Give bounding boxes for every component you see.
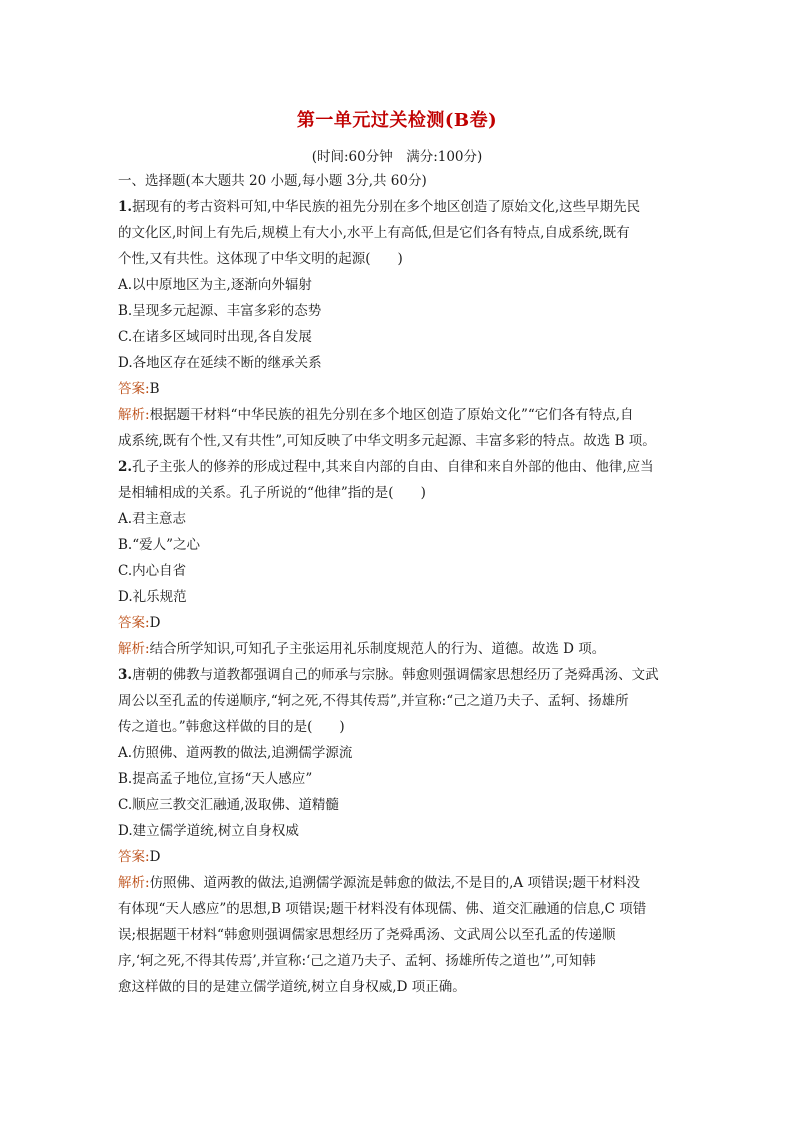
- question-number: 1.: [118, 199, 133, 215]
- answer-line: [118, 844, 678, 870]
- question-stem-line: 1.据现有的考古资料可知,中华民族的祖先分别在多个地区创造了原始文化,这些早期先民: [118, 199, 641, 215]
- question-stem-line: 的文化区,时间上有先后,规模上有大小,水平上有高低,但是它们各有特点,自成系统,既有: [118, 225, 630, 241]
- answer-label: 答案:: [118, 381, 150, 397]
- question-2: [118, 454, 678, 662]
- option-a: A.仿照佛、道两教的做法,追溯儒学源流: [118, 745, 353, 761]
- question-3: [118, 662, 678, 1000]
- question-stem-line: 2.孔子主张人的修养的形成过程中,其来自内部的自由、自律和来自外部的他由、他律,应当: [118, 459, 654, 475]
- analysis-line: 愈这样做的目的是建立儒学道统,树立自身权威,D 项正确。: [118, 979, 466, 995]
- option-c: C.顺应三教交汇融通,汲取佛、道精髓: [118, 797, 339, 813]
- question-stem-line: 3.唐朝的佛教与道教都强调自己的师承与宗脉。韩愈则强调儒家思想经历了尧舜禹汤、文武: [118, 667, 659, 683]
- answer-line: [118, 376, 678, 402]
- question-1: [118, 194, 678, 454]
- answer-line: [118, 610, 678, 636]
- analysis-line: 成系统,既有个性,又有共性”,可知反映了中华文明多元起源、丰富多彩的特点。故选 B 项。: [118, 433, 656, 449]
- answer-value: D: [149, 849, 161, 865]
- analysis-line: 误;根据题干材料“韩愈则强调儒家思想经历了尧舜禹汤、文武周公以至孔孟的传递顺: [118, 927, 616, 943]
- option-d: D.各地区存在延续不断的继承关系: [118, 355, 322, 371]
- option-c: C.在诸多区域同时出现,各自发展: [118, 329, 312, 345]
- exam-meta: (时间:60分钟 满分:100分): [311, 149, 483, 165]
- document-body: [118, 168, 678, 1000]
- question-stem-line: 传之道也。”韩愈这样做的目的是( ): [118, 719, 345, 735]
- question-stem-line: 是相辅相成的关系。孔子所说的“他律”指的是( ): [118, 485, 426, 501]
- analysis-label: 解析:: [118, 407, 150, 423]
- question-number: 3.: [118, 667, 133, 683]
- option-a: A.君主意志: [118, 511, 187, 527]
- analysis-label: 解析:: [118, 875, 150, 891]
- analysis-label: 解析:: [118, 641, 150, 657]
- option-d: D.建立儒学道统,树立自身权威: [118, 823, 299, 839]
- question-number: 2.: [118, 459, 133, 475]
- analysis-line: 解析:结合所学知识,可知孔子主张运用礼乐制度规范人的行为、道德。故选 D 项。: [118, 641, 606, 657]
- analysis-line: 有体现“天人感应”的思想,B 项错误;题干材料没有体现儒、佛、道交汇融通的信息,C 项错: [118, 901, 647, 917]
- answer-label: 答案:: [118, 849, 150, 865]
- answer-label: 答案:: [118, 615, 150, 631]
- question-stem-line: 周公以至孔孟的传递顺序,“轲之死,不得其传焉”,并宣称:“己之道乃夫子、孟轲、扬雄所: [118, 693, 629, 709]
- analysis-line: 序,‘轲之死,不得其传焉’,并宣称:‘己之道乃夫子、孟轲、扬雄所传之道也’”,可知韩: [118, 953, 596, 969]
- analysis-line: 解析:根据题干材料“中华民族的祖先分别在多个地区创造了原始文化”“它们各有特点,自: [118, 407, 634, 423]
- page-title: 第一单元过关检测(B卷): [296, 110, 498, 131]
- answer-value: D: [149, 615, 161, 631]
- option-b: B.“爱人”之心: [118, 537, 201, 553]
- option-c: C.内心自省: [118, 563, 187, 579]
- answer-value: B: [149, 381, 160, 397]
- question-stem-line: 个性,又有共性。这体现了中华文明的起源( ): [118, 251, 403, 267]
- option-d: D.礼乐规范: [118, 589, 187, 605]
- option-b: B.呈现多元起源、丰富多彩的态势: [118, 303, 322, 319]
- analysis-line: 解析:仿照佛、道两教的做法,追溯儒学源流是韩愈的做法,不是目的,A 项错误;题干材料没: [118, 875, 641, 891]
- option-b: B.提高孟子地位,宣扬“天人感应”: [118, 771, 313, 787]
- section-heading: 一、选择题(本大题共 20 小题,每小题 3分,共 60分): [118, 173, 427, 189]
- option-a: A.以中原地区为主,逐渐向外辐射: [118, 277, 312, 293]
